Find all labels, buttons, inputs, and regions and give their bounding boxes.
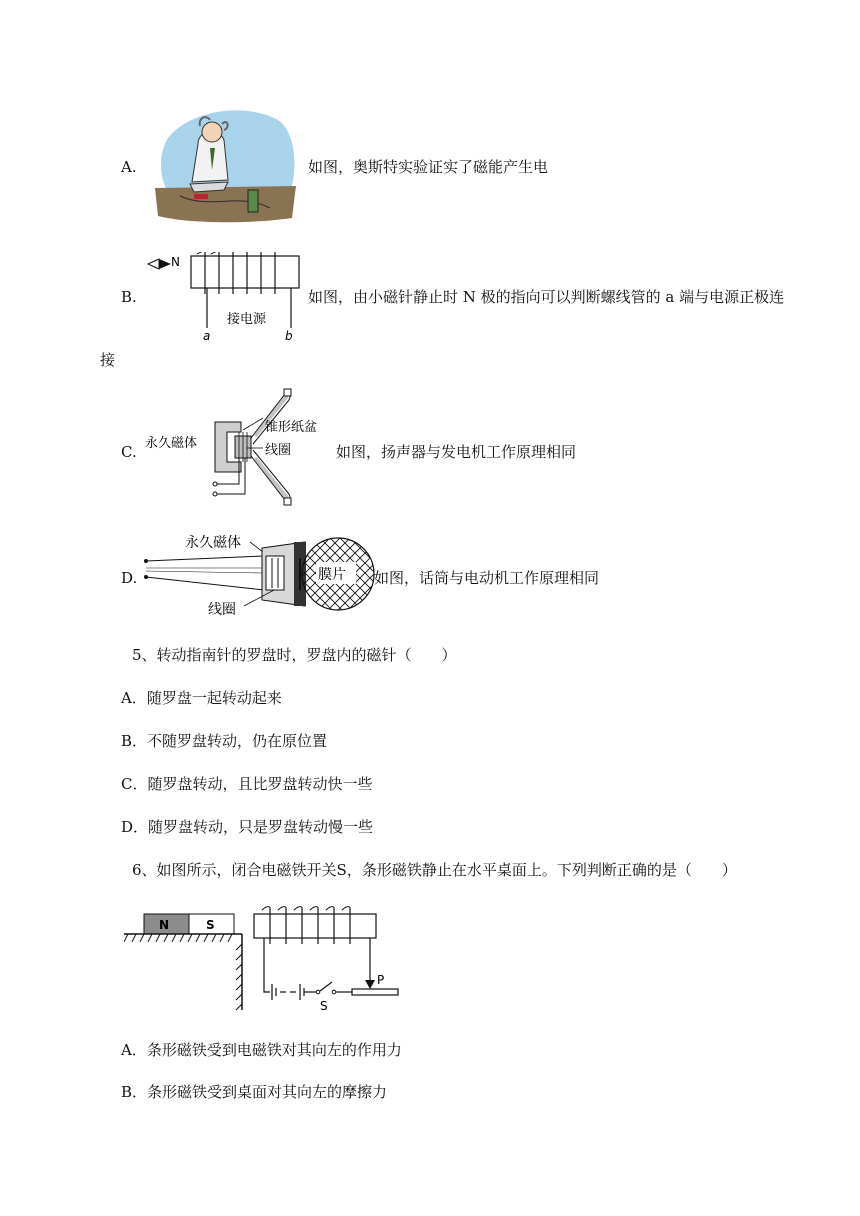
q4-option-d-letter: D. — [121, 569, 138, 587]
rheostat-p-label: P — [377, 973, 385, 987]
q4-option-a-letter: A. — [121, 158, 137, 176]
q6-option-b: B．条形磁铁受到桌面对其向左的摩擦力 — [121, 1083, 388, 1101]
solenoid-n-label: N — [171, 255, 180, 269]
bar-magnet-n-label: N — [159, 918, 170, 932]
q5-option-c: C．随罗盘转动，且比罗盘转动快一些 — [121, 775, 373, 793]
q4-option-c-letter: C. — [121, 443, 137, 461]
q4-option-c-text: 如图，扬声器与发电机工作原理相同 — [336, 443, 577, 461]
microphone-magnet-label: 永久磁体 — [185, 535, 241, 551]
electromagnet-circuit-figure — [124, 900, 404, 1015]
q5-option-a: A．随罗盘一起转动起来 — [121, 689, 282, 707]
q4-option-b-letter: B. — [121, 288, 137, 306]
microphone-film-label: 膜片 — [318, 567, 346, 583]
q4-option-b-text: 如图，由小磁针静止时 N 极的指向可以判断螺线管的 a 端与电源正极连 — [308, 288, 785, 306]
q5-option-d: D．随罗盘转动，只是罗盘转动慢一些 — [121, 818, 374, 836]
q4-option-b-text-wrap: 接 — [100, 351, 116, 369]
q5-option-b: B．不随罗盘转动，仍在原位置 — [121, 732, 328, 750]
loudspeaker-magnet-label: 永久磁体 — [145, 436, 198, 451]
loudspeaker-figure — [135, 386, 335, 511]
solenoid-power-label: 接电源 — [227, 312, 267, 327]
solenoid-b-label: b — [285, 329, 293, 343]
bar-magnet-s-label: S — [206, 918, 215, 932]
q4-option-d-text: 如图，话筒与电动机工作原理相同 — [374, 569, 600, 587]
q6-option-a: A．条形磁铁受到电磁铁对其向左的作用力 — [121, 1041, 402, 1059]
microphone-coil-label: 线圈 — [208, 602, 236, 618]
q6-stem: 6、如图所示，闭合电磁铁开关S，条形磁铁静止在水平桌面上。下列判断正确的是（ ） — [132, 861, 737, 879]
oersted-experiment-figure — [150, 100, 300, 225]
switch-s-label: S — [320, 999, 328, 1013]
q4-option-a-text: 如图，奥斯特实验证实了磁能产生电 — [308, 158, 549, 176]
loudspeaker-coil-label: 线圈 — [265, 443, 292, 458]
q5-stem: 5、转动指南针的罗盘时，罗盘内的磁针（ ） — [132, 646, 457, 664]
microphone-figure — [140, 528, 385, 623]
solenoid-figure — [145, 252, 305, 344]
loudspeaker-cone-label: 锥形纸盆 — [265, 420, 318, 435]
solenoid-a-label: a — [203, 329, 211, 343]
